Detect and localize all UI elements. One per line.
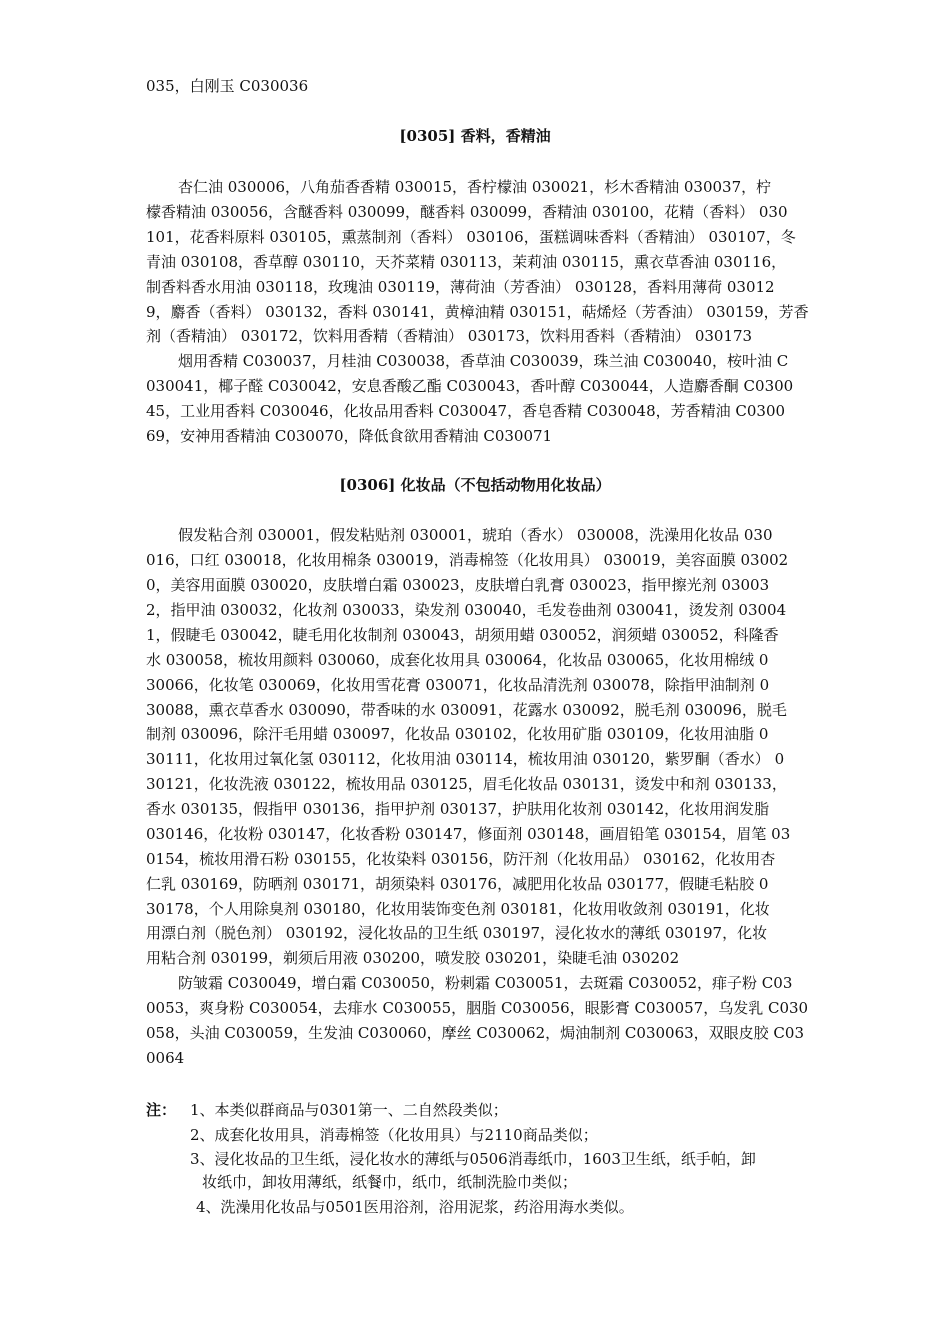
section-0306-line: 2，指甲油 030032，化妆剂 030033，染发剂 030040，毛发卷曲剂 030041，烫发剂 03004 <box>146 601 787 619</box>
section-0306-line: 制剂 030096，除汗毛用蜡 030097，化妆品 030102，化妆用矿脂 030109，化妆用油脂 0 <box>146 725 769 743</box>
section-0306-line: 0053，爽身粉 C030054，去痱水 C030055，胭脂 C030056，眼影膏 C030057，乌发乳 C030 <box>146 999 809 1017</box>
section-0306-heading: [0306] 化妆品（不包括动物用化妆品） <box>339 476 611 494</box>
note-item: 4、洗澡用化妆品与0501医用浴剂，浴用泥浆，药浴用海水类似。 <box>196 1198 634 1216</box>
section-0306-line: 016，口红 030018，化妆用棉条 030019，消毒棉签（化妆用具） 030019，美容面膜 03002 <box>146 551 789 569</box>
section-0305-line: 9，麝香（香料） 030132，香料 030141，黄樟油精 030151，萜烯烃（芳香油） 030159，芳香 <box>146 303 809 321</box>
notes-label: 注： <box>146 1101 177 1119</box>
section-0306-line: 防皱霜 C030049，增白霜 C030050，粉刺霜 C030051，去斑霜 C030052，痱子粉 C03 <box>178 974 793 992</box>
section-0306-line: 用漂白剂（脱色剂） 030192，浸化妆品的卫生纸 030197，浸化妆水的薄纸 030197，化妆 <box>146 924 768 942</box>
section-0305-line: 剂（香精油） 030172，饮料用香精（香精油） 030173，饮料用香料（香精油） 030173 <box>146 327 753 345</box>
section-0306-line: 用粘合剂 030199，剃须后用液 030200，喷发胶 030201，染睫毛油 030202 <box>146 949 680 967</box>
section-0306-line: 30088，熏衣草香水 030090，带香味的水 030091，花露水 030092，脱毛剂 030096，脱毛 <box>146 701 787 719</box>
section-0305-line: 檬香精油 030056，含醚香料 030099，醚香料 030099，香精油 030100，花精（香料） 030 <box>146 203 788 221</box>
top-fragment: 035，白刚玉 C030036 <box>146 77 309 95</box>
section-0305-line: 杏仁油 030006，八角茄香香精 030015，香柠檬油 030021，杉木香精油 030037，柠 <box>178 178 772 196</box>
section-0306-line: 0，美容用面膜 030020，皮肤增白霜 030023，皮肤增白乳膏 030023，指甲擦光剂 03003 <box>146 576 770 594</box>
note-item: 2、成套化妆用具，消毒棉签（化妆用具）与2110商品类似； <box>190 1126 598 1144</box>
section-0306-line: 香水 030135，假指甲 030136，指甲护剂 030137，护肤用化妆剂 030142，化妆用润发脂 <box>146 800 770 818</box>
section-0305-line: 69，安神用香精油 C030070，降低食欲用香精油 C030071 <box>146 427 553 445</box>
section-0306-line: 0154，梳妆用滑石粉 030155，化妆染料 030156，防汗剂（化妆用品） 030162，化妆用杏 <box>146 850 776 868</box>
note-item: 1、本类似群商品与0301第一、二自然段类似； <box>190 1101 508 1119</box>
section-0306-line: 30121，化妆洗液 030122，梳妆用品 030125，眉毛化妆品 030131，烫发中和剂 030133， <box>146 775 787 793</box>
note-item: 妆纸巾，卸妆用薄纸，纸餐巾，纸巾，纸制洗脸巾类似； <box>202 1173 578 1191</box>
section-0306-line: 058，头油 C030059，生发油 C030060，摩丝 C030062，焗油制剂 C030063，双眼皮胶 C03 <box>146 1024 804 1042</box>
section-0306-line: 1，假睫毛 030042，睫毛用化妆制剂 030043，胡须用蜡 030052，润须蜡 030052，科隆香 <box>146 626 779 644</box>
section-0306-line: 0064 <box>146 1049 185 1067</box>
section-0306-line: 仁乳 030169，防晒剂 030171，胡须染料 030176，减肥用化妆品 030177，假睫毛粘胶 0 <box>146 875 769 893</box>
section-0306-line: 30111，化妆用过氧化氢 030112，化妆用油 030114，梳妆用油 030120，紫罗酮（香水） 0 <box>146 750 785 768</box>
note-item: 3、浸化妆品的卫生纸，浸化妆水的薄纸与0506消毒纸巾，1603卫生纸，纸手帕，卸 <box>190 1150 756 1168</box>
section-0306-line: 假发粘合剂 030001，假发粘贴剂 030001，琥珀（香水） 030008，洗澡用化妆品 030 <box>178 526 773 544</box>
section-0305-line: 45，工业用香料 C030046，化妆品用香料 C030047，香皂香精 C030048，芳香精油 C0300 <box>146 402 786 420</box>
section-0306-line: 30066，化妆笔 030069，化妆用雪花膏 030071，化妆品清洗剂 030078，除指甲油制剂 0 <box>146 676 770 694</box>
section-0305-line: 烟用香精 C030037，月桂油 C030038，香草油 C030039，珠兰油 C030040，桉叶油 C <box>178 352 789 370</box>
section-0305-line: 030041，椰子醛 C030042，安息香酸乙酯 C030043，香叶醇 C030044，人造麝香酮 C0300 <box>146 377 794 395</box>
section-0306-line: 030146，化妆粉 030147，化妆香粉 030147，修面剂 030148，画眉铅笔 030154，眉笔 03 <box>146 825 791 843</box>
section-0306-line: 30178，个人用除臭剂 030180，化妆用装饰变色剂 030181，化妆用收敛剂 030191，化妆 <box>146 900 770 918</box>
section-0305-line: 101，花香料原料 030105，熏蒸制剂（香料） 030106，蛋糕调味香料（香精油） 030107，冬 <box>146 228 796 246</box>
section-0306-line: 水 030058，梳妆用颜料 030060，成套化妆用具 030064，化妆品 030065，化妆用棉绒 0 <box>146 651 769 669</box>
section-0305-line: 青油 030108，香草醇 030110，天芥菜精 030113，茉莉油 030115，熏衣草香油 030116， <box>146 253 787 271</box>
section-0305-heading: [0305] 香料，香精油 <box>399 127 551 145</box>
section-0305-line: 制香料香水用油 030118，玫瑰油 030119，薄荷油（芳香油） 030128，香料用薄荷 03012 <box>146 278 775 296</box>
